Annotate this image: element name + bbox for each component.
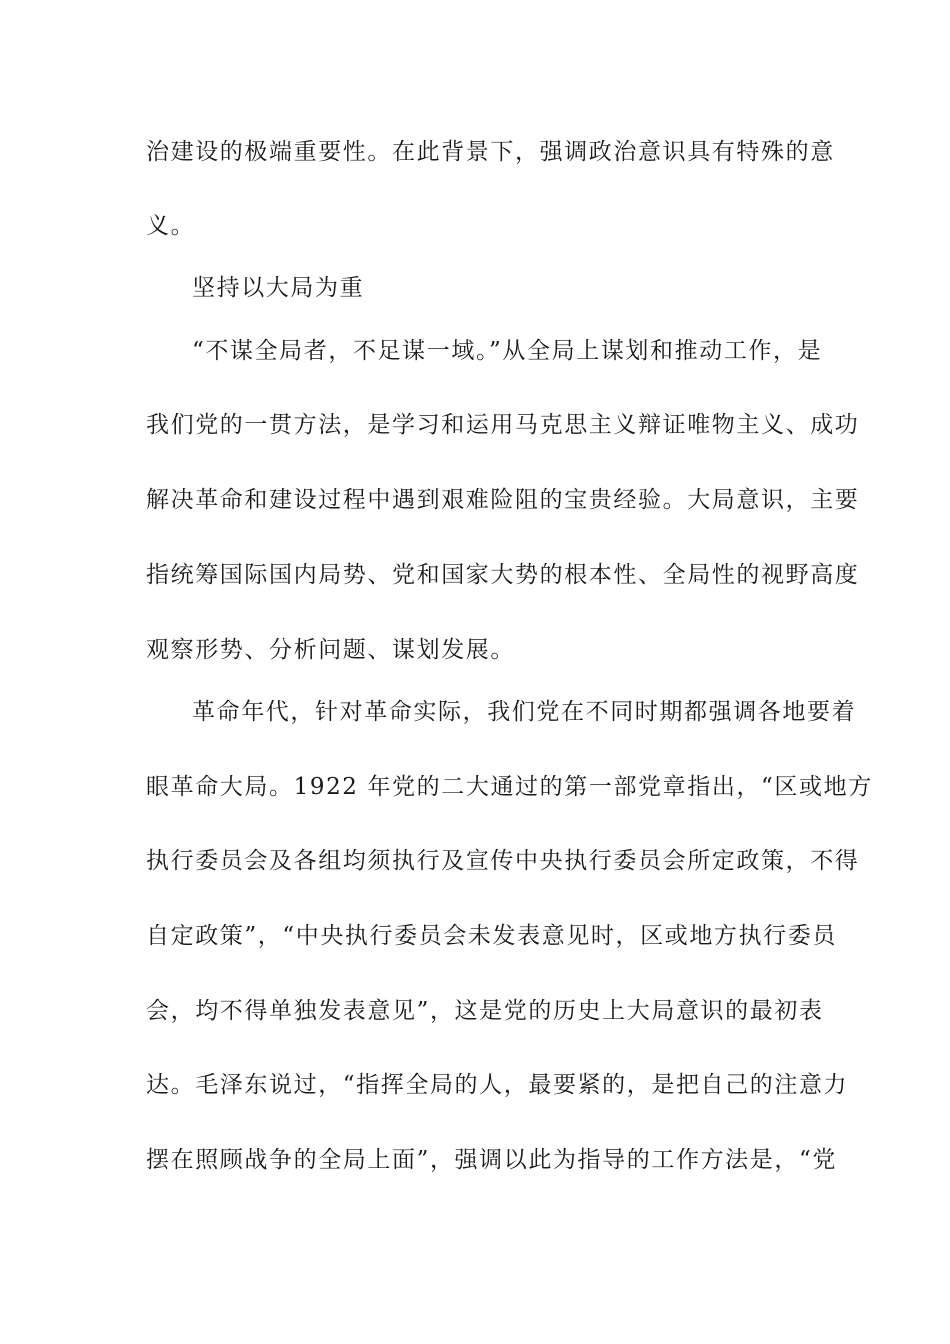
section-heading: 坚持以大局为重 — [192, 275, 365, 301]
text-line-9: 革命年代，针对革命实际，我们党在不同时期都强调各地要着 — [192, 699, 857, 725]
text-line-15: 摆在照顾战争的全局上面”，强调以此为指导的工作方法是，“党 — [146, 1147, 837, 1173]
text-line-11: 执行委员会及各组均须执行及宣传中央执行委员会所定政策，不得 — [146, 848, 860, 874]
text-line-12: 自定政策”，“中央执行委员会未发表意见时，区或地方执行委员 — [146, 923, 837, 949]
text-line-2: 义。 — [146, 213, 196, 239]
text-line-14: 达。毛泽东说过，“指挥全局的人，最要紧的，是把自己的注意力 — [146, 1072, 849, 1098]
text-line-4: “不谋全局者，不足谋一域。”从全局上谋划和推动工作，是 — [192, 338, 823, 364]
text-line-13: 会，均不得单独发表意见”，这是党的历史上大局意识的最初表 — [146, 998, 824, 1024]
text-line-5: 我们党的一贯方法，是学习和运用马克思主义辩证唯物主义、成功 — [146, 412, 860, 438]
text-line-10: 眼革命大局。1922 年党的二大通过的第一部党章指出，“区或地方 — [146, 774, 873, 800]
text-line-1: 治建设的极端重要性。在此背景下，强调政治意识具有特殊的意 — [146, 139, 835, 165]
text-line-8: 观察形势、分析问题、谋划发展。 — [146, 637, 515, 663]
text-line-6: 解决革命和建设过程中遇到艰难险阻的宝贵经验。大局意识，主要 — [146, 487, 860, 513]
text-line-7: 指统筹国际国内局势、党和国家大势的根本性、全局性的视野高度 — [146, 562, 860, 588]
